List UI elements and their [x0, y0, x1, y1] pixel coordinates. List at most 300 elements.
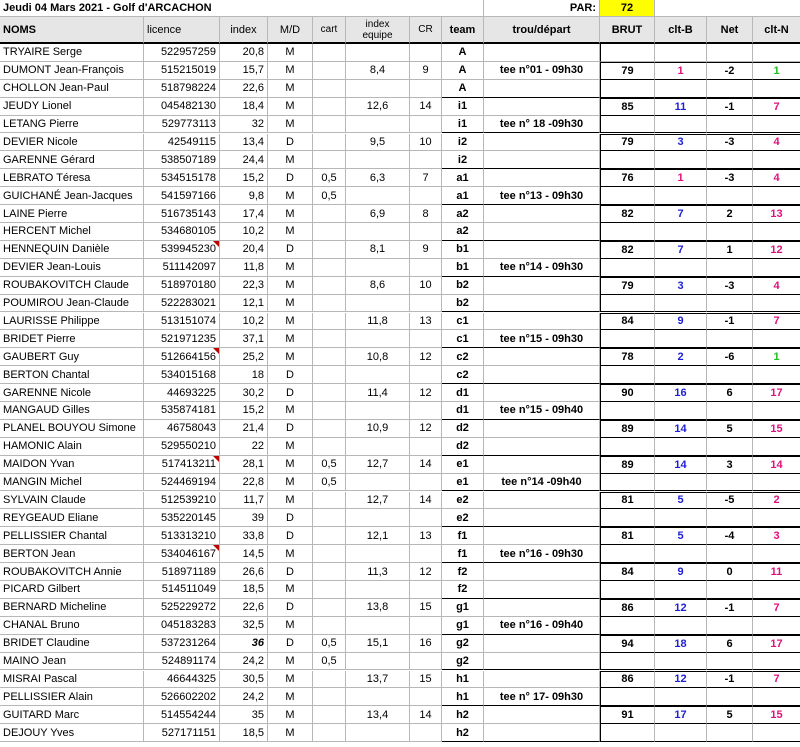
- cell-index-equipe[interactable]: [346, 80, 410, 98]
- cell-net[interactable]: [707, 151, 753, 169]
- cell-cart[interactable]: [313, 98, 346, 116]
- cell-cr[interactable]: [410, 330, 442, 348]
- cell-cart[interactable]: [313, 527, 346, 545]
- cell-index-equipe[interactable]: [346, 402, 410, 420]
- cell-cltn[interactable]: [753, 259, 800, 277]
- cell-tee[interactable]: [484, 456, 600, 474]
- cell-brut[interactable]: 91: [600, 706, 655, 724]
- cell-brut[interactable]: 84: [600, 313, 655, 331]
- cell-licence[interactable]: 512539210: [144, 492, 220, 510]
- cell-brut[interactable]: [600, 151, 655, 169]
- cell-licence[interactable]: 045482130: [144, 98, 220, 116]
- cell-name[interactable]: PLANEL BOUYOU Simone: [0, 420, 144, 438]
- cell-md[interactable]: M: [268, 295, 313, 313]
- cell-team[interactable]: g2: [442, 635, 484, 653]
- cell-cltn[interactable]: [753, 438, 800, 456]
- cell-cart[interactable]: [313, 599, 346, 617]
- cell-index-equipe[interactable]: [346, 116, 410, 134]
- cell-name[interactable]: BRIDET Pierre: [0, 330, 144, 348]
- cell-licence[interactable]: 517413211: [144, 456, 220, 474]
- cell-team[interactable]: h2: [442, 706, 484, 724]
- cell-cr[interactable]: 12: [410, 563, 442, 581]
- cell-licence[interactable]: 537231264: [144, 635, 220, 653]
- cell-brut[interactable]: 94: [600, 635, 655, 653]
- cell-licence[interactable]: 534680105: [144, 223, 220, 241]
- cell-tee[interactable]: tee n°16 - 09h40: [484, 617, 600, 635]
- cell-md[interactable]: M: [268, 151, 313, 169]
- cell-licence[interactable]: 534015168: [144, 366, 220, 384]
- cell-cltn[interactable]: [753, 653, 800, 671]
- cell-cr[interactable]: [410, 295, 442, 313]
- cell-team[interactable]: f2: [442, 563, 484, 581]
- cell-net[interactable]: -4: [707, 527, 753, 545]
- cell-team[interactable]: i1: [442, 116, 484, 134]
- cell-brut[interactable]: 84: [600, 563, 655, 581]
- cell-index[interactable]: 30,2: [220, 384, 268, 402]
- cell-cltn[interactable]: [753, 44, 800, 62]
- cell-cr[interactable]: [410, 44, 442, 62]
- cell-cltb[interactable]: [655, 259, 707, 277]
- cell-cr[interactable]: 9: [410, 241, 442, 259]
- cell-md[interactable]: M: [268, 581, 313, 599]
- cell-licence[interactable]: 525229272: [144, 599, 220, 617]
- cell-index-equipe[interactable]: [346, 295, 410, 313]
- cell-tee[interactable]: [484, 44, 600, 62]
- cell-cltn[interactable]: 15: [753, 706, 800, 724]
- cell-team[interactable]: a2: [442, 205, 484, 223]
- cell-cr[interactable]: 14: [410, 456, 442, 474]
- cell-index-equipe[interactable]: 11,4: [346, 384, 410, 402]
- cell-cart[interactable]: [313, 688, 346, 706]
- cell-cart[interactable]: [313, 205, 346, 223]
- cell-md[interactable]: D: [268, 366, 313, 384]
- cell-md[interactable]: M: [268, 402, 313, 420]
- cell-cr[interactable]: [410, 151, 442, 169]
- cell-cltn[interactable]: [753, 581, 800, 599]
- cell-licence[interactable]: 42549115: [144, 134, 220, 152]
- cell-cart[interactable]: [313, 420, 346, 438]
- cell-name[interactable]: POUMIROU Jean-Claude: [0, 295, 144, 313]
- cell-cltb[interactable]: 1: [655, 169, 707, 187]
- cell-index[interactable]: 28,1: [220, 456, 268, 474]
- cell-cltn[interactable]: [753, 617, 800, 635]
- cell-team[interactable]: b1: [442, 241, 484, 259]
- cell-index[interactable]: 25,2: [220, 348, 268, 366]
- cell-cltb[interactable]: [655, 151, 707, 169]
- cell-cltb[interactable]: 14: [655, 420, 707, 438]
- cell-name[interactable]: CHOLLON Jean-Paul: [0, 80, 144, 98]
- cell-team[interactable]: A: [442, 44, 484, 62]
- cell-brut[interactable]: 82: [600, 205, 655, 223]
- cell-cr[interactable]: 12: [410, 420, 442, 438]
- cell-net[interactable]: -1: [707, 98, 753, 116]
- cell-team[interactable]: a2: [442, 223, 484, 241]
- col-header-md[interactable]: M/D: [268, 17, 313, 44]
- cell-tee[interactable]: [484, 313, 600, 331]
- cell-md[interactable]: M: [268, 98, 313, 116]
- col-header-cltn[interactable]: clt-N: [753, 17, 800, 44]
- cell-name[interactable]: LEBRATO Téresa: [0, 169, 144, 187]
- cell-cltb[interactable]: [655, 545, 707, 563]
- cell-brut[interactable]: [600, 509, 655, 527]
- cell-net[interactable]: [707, 545, 753, 563]
- cell-name[interactable]: PELLISSIER Alain: [0, 688, 144, 706]
- cell-index[interactable]: 24,2: [220, 688, 268, 706]
- par-value[interactable]: 72: [600, 0, 655, 17]
- cell-net[interactable]: [707, 80, 753, 98]
- cell-cltn[interactable]: [753, 402, 800, 420]
- cell-index[interactable]: 18: [220, 366, 268, 384]
- cell-index-equipe[interactable]: [346, 366, 410, 384]
- cell-cltn[interactable]: 7: [753, 599, 800, 617]
- cell-team[interactable]: A: [442, 62, 484, 80]
- cell-cr[interactable]: 9: [410, 62, 442, 80]
- cell-net[interactable]: -1: [707, 599, 753, 617]
- cell-cr[interactable]: [410, 724, 442, 742]
- cell-cltn[interactable]: 4: [753, 169, 800, 187]
- cell-cltb[interactable]: [655, 474, 707, 492]
- cell-index[interactable]: 35: [220, 706, 268, 724]
- cell-index-equipe[interactable]: 8,1: [346, 241, 410, 259]
- cell-tee[interactable]: [484, 492, 600, 510]
- cell-team[interactable]: b1: [442, 259, 484, 277]
- cell-index-equipe[interactable]: [346, 653, 410, 671]
- cell-cart[interactable]: [313, 509, 346, 527]
- cell-cltn[interactable]: [753, 509, 800, 527]
- cell-tee[interactable]: tee n°15 - 09h40: [484, 402, 600, 420]
- cell-md[interactable]: M: [268, 116, 313, 134]
- cell-tee[interactable]: tee n°13 - 09h30: [484, 187, 600, 205]
- cell-index[interactable]: 14,5: [220, 545, 268, 563]
- cell-net[interactable]: 6: [707, 635, 753, 653]
- cell-team[interactable]: h1: [442, 688, 484, 706]
- cell-cr[interactable]: [410, 438, 442, 456]
- cell-net[interactable]: [707, 187, 753, 205]
- cell-brut[interactable]: [600, 366, 655, 384]
- cell-brut[interactable]: [600, 724, 655, 742]
- cell-cr[interactable]: [410, 223, 442, 241]
- cell-net[interactable]: [707, 295, 753, 313]
- cell-md[interactable]: M: [268, 44, 313, 62]
- cell-cr[interactable]: 12: [410, 348, 442, 366]
- cell-net[interactable]: [707, 223, 753, 241]
- cell-cr[interactable]: 7: [410, 169, 442, 187]
- cell-net[interactable]: 6: [707, 384, 753, 402]
- cell-tee[interactable]: [484, 98, 600, 116]
- cell-index-equipe[interactable]: [346, 724, 410, 742]
- cell-brut[interactable]: [600, 187, 655, 205]
- cell-team[interactable]: a1: [442, 187, 484, 205]
- cell-cr[interactable]: [410, 474, 442, 492]
- cell-index[interactable]: 22,6: [220, 80, 268, 98]
- cell-net[interactable]: [707, 402, 753, 420]
- cell-cltb[interactable]: 18: [655, 635, 707, 653]
- cell-tee[interactable]: tee n°01 - 09h30: [484, 62, 600, 80]
- cell-cltn[interactable]: 2: [753, 492, 800, 510]
- cell-licence[interactable]: 524891174: [144, 653, 220, 671]
- cell-name[interactable]: HERCENT Michel: [0, 223, 144, 241]
- cell-licence[interactable]: 518798224: [144, 80, 220, 98]
- cell-licence[interactable]: 538507189: [144, 151, 220, 169]
- cell-cltb[interactable]: [655, 44, 707, 62]
- cell-name[interactable]: JEUDY Lionel: [0, 98, 144, 116]
- cell-index-equipe[interactable]: [346, 223, 410, 241]
- cell-team[interactable]: c1: [442, 330, 484, 348]
- cell-brut[interactable]: [600, 295, 655, 313]
- cell-index-equipe[interactable]: [346, 44, 410, 62]
- cell-index[interactable]: 10,2: [220, 313, 268, 331]
- cell-cltn[interactable]: 11: [753, 563, 800, 581]
- cell-cltb[interactable]: 5: [655, 492, 707, 510]
- cell-brut[interactable]: 85: [600, 98, 655, 116]
- cell-team[interactable]: d2: [442, 420, 484, 438]
- cell-net[interactable]: [707, 259, 753, 277]
- cell-cart[interactable]: [313, 277, 346, 295]
- cell-cr[interactable]: 14: [410, 98, 442, 116]
- cell-index[interactable]: 15,2: [220, 402, 268, 420]
- cell-net[interactable]: [707, 330, 753, 348]
- cell-name[interactable]: MANGAUD Gilles: [0, 402, 144, 420]
- cell-team[interactable]: i2: [442, 151, 484, 169]
- cell-cart[interactable]: 0,5: [313, 169, 346, 187]
- cell-net[interactable]: [707, 724, 753, 742]
- cell-licence[interactable]: 518971189: [144, 563, 220, 581]
- cell-net[interactable]: [707, 438, 753, 456]
- cell-cltb[interactable]: [655, 617, 707, 635]
- cell-md[interactable]: M: [268, 62, 313, 80]
- cell-md[interactable]: M: [268, 724, 313, 742]
- cell-brut[interactable]: [600, 688, 655, 706]
- cell-index[interactable]: 39: [220, 509, 268, 527]
- cell-md[interactable]: M: [268, 671, 313, 689]
- cell-net[interactable]: -1: [707, 671, 753, 689]
- cell-licence[interactable]: 513151074: [144, 313, 220, 331]
- cell-cr[interactable]: 16: [410, 635, 442, 653]
- cell-index[interactable]: 12,1: [220, 295, 268, 313]
- cell-index-equipe[interactable]: 13,4: [346, 706, 410, 724]
- cell-brut[interactable]: 81: [600, 492, 655, 510]
- col-header-brut[interactable]: BRUT: [600, 17, 655, 44]
- cell-tee[interactable]: [484, 295, 600, 313]
- cell-cltb[interactable]: [655, 295, 707, 313]
- cell-brut[interactable]: [600, 44, 655, 62]
- cell-net[interactable]: 3: [707, 456, 753, 474]
- cell-licence[interactable]: 518970180: [144, 277, 220, 295]
- cell-name[interactable]: LETANG Pierre: [0, 116, 144, 134]
- cell-tee[interactable]: [484, 223, 600, 241]
- col-header-cart[interactable]: cart: [313, 17, 346, 44]
- cell-index[interactable]: 32: [220, 116, 268, 134]
- cell-md[interactable]: D: [268, 599, 313, 617]
- cell-md[interactable]: M: [268, 706, 313, 724]
- cell-licence[interactable]: 526602202: [144, 688, 220, 706]
- cell-index-equipe[interactable]: [346, 581, 410, 599]
- col-header-cr[interactable]: CR: [410, 17, 442, 44]
- cell-name[interactable]: BERTON Jean: [0, 545, 144, 563]
- cell-cr[interactable]: 15: [410, 671, 442, 689]
- cell-name[interactable]: GAUBERT Guy: [0, 348, 144, 366]
- cell-cr[interactable]: 13: [410, 527, 442, 545]
- cell-team[interactable]: d1: [442, 402, 484, 420]
- cell-tee[interactable]: [484, 724, 600, 742]
- cell-brut[interactable]: [600, 474, 655, 492]
- cell-index[interactable]: 18,5: [220, 724, 268, 742]
- cell-net[interactable]: [707, 581, 753, 599]
- cell-tee[interactable]: [484, 527, 600, 545]
- cell-index[interactable]: 30,5: [220, 671, 268, 689]
- cell-cltn[interactable]: 4: [753, 134, 800, 152]
- cell-tee[interactable]: tee n° 18 -09h30: [484, 116, 600, 134]
- cell-cart[interactable]: [313, 563, 346, 581]
- cell-cr[interactable]: [410, 187, 442, 205]
- cell-cr[interactable]: 10: [410, 277, 442, 295]
- cell-index[interactable]: 17,4: [220, 205, 268, 223]
- cell-md[interactable]: M: [268, 617, 313, 635]
- cell-index-equipe[interactable]: 8,4: [346, 62, 410, 80]
- cell-cart[interactable]: [313, 223, 346, 241]
- cell-md[interactable]: D: [268, 527, 313, 545]
- cell-cr[interactable]: [410, 617, 442, 635]
- cell-brut[interactable]: 79: [600, 62, 655, 80]
- sheet-title[interactable]: Jeudi 04 Mars 2021 - Golf d'ARCACHON: [0, 0, 484, 17]
- cell-net[interactable]: -3: [707, 277, 753, 295]
- cell-licence[interactable]: 529773113: [144, 116, 220, 134]
- cell-brut[interactable]: [600, 116, 655, 134]
- cell-tee[interactable]: [484, 80, 600, 98]
- cell-md[interactable]: M: [268, 187, 313, 205]
- cell-index[interactable]: 22,3: [220, 277, 268, 295]
- cell-md[interactable]: D: [268, 509, 313, 527]
- cell-index[interactable]: 18,5: [220, 581, 268, 599]
- cell-cltn[interactable]: [753, 366, 800, 384]
- cell-tee[interactable]: tee n°14 - 09h30: [484, 259, 600, 277]
- cell-name[interactable]: HAMONIC Alain: [0, 438, 144, 456]
- cell-name[interactable]: MAIDON Yvan: [0, 456, 144, 474]
- cell-cltb[interactable]: [655, 330, 707, 348]
- cell-licence[interactable]: 511142097: [144, 259, 220, 277]
- cell-index[interactable]: 9,8: [220, 187, 268, 205]
- cell-licence[interactable]: 513313210: [144, 527, 220, 545]
- cell-team[interactable]: e2: [442, 509, 484, 527]
- cell-cltb[interactable]: 17: [655, 706, 707, 724]
- cell-tee[interactable]: [484, 134, 600, 152]
- cell-net[interactable]: -3: [707, 169, 753, 187]
- cell-index[interactable]: 22: [220, 438, 268, 456]
- cell-md[interactable]: D: [268, 384, 313, 402]
- cell-team[interactable]: b2: [442, 277, 484, 295]
- cell-name[interactable]: PICARD Gilbert: [0, 581, 144, 599]
- cell-cltn[interactable]: [753, 187, 800, 205]
- cell-team[interactable]: h2: [442, 724, 484, 742]
- cell-licence[interactable]: 539945230: [144, 241, 220, 259]
- cell-licence[interactable]: 514554244: [144, 706, 220, 724]
- cell-index-equipe[interactable]: 12,6: [346, 98, 410, 116]
- cell-md[interactable]: M: [268, 313, 313, 331]
- cell-index[interactable]: 22,8: [220, 474, 268, 492]
- cell-index-equipe[interactable]: [346, 617, 410, 635]
- cell-team[interactable]: a1: [442, 169, 484, 187]
- cell-cart[interactable]: [313, 151, 346, 169]
- col-header-licence[interactable]: licence: [144, 17, 220, 44]
- cell-cart[interactable]: [313, 438, 346, 456]
- cell-md[interactable]: M: [268, 330, 313, 348]
- cell-name[interactable]: GARENNE Nicole: [0, 384, 144, 402]
- cell-tee[interactable]: [484, 151, 600, 169]
- cell-licence[interactable]: 527171151: [144, 724, 220, 742]
- col-header-cltb[interactable]: clt-B: [655, 17, 707, 44]
- cell-md[interactable]: M: [268, 277, 313, 295]
- cell-licence[interactable]: 514511049: [144, 581, 220, 599]
- cell-tee[interactable]: [484, 599, 600, 617]
- cell-cart[interactable]: 0,5: [313, 474, 346, 492]
- cell-index-equipe[interactable]: 12,7: [346, 492, 410, 510]
- cell-cltb[interactable]: [655, 581, 707, 599]
- cell-index-equipe[interactable]: 8,6: [346, 277, 410, 295]
- cell-index-equipe[interactable]: [346, 330, 410, 348]
- cell-brut[interactable]: [600, 402, 655, 420]
- cell-name[interactable]: GUITARD Marc: [0, 706, 144, 724]
- cell-index[interactable]: 20,4: [220, 241, 268, 259]
- cell-cltn[interactable]: 7: [753, 671, 800, 689]
- cell-net[interactable]: 2: [707, 205, 753, 223]
- cell-tee[interactable]: [484, 241, 600, 259]
- cell-cr[interactable]: [410, 509, 442, 527]
- col-header-net[interactable]: Net: [707, 17, 753, 44]
- cell-team[interactable]: d2: [442, 438, 484, 456]
- cell-cart[interactable]: [313, 44, 346, 62]
- cell-cart[interactable]: [313, 116, 346, 134]
- cell-index-equipe[interactable]: 13,7: [346, 671, 410, 689]
- cell-index[interactable]: 37,1: [220, 330, 268, 348]
- cell-team[interactable]: b2: [442, 295, 484, 313]
- cell-cr[interactable]: [410, 581, 442, 599]
- cell-brut[interactable]: 89: [600, 420, 655, 438]
- cell-net[interactable]: -2: [707, 62, 753, 80]
- cell-index[interactable]: 26,6: [220, 563, 268, 581]
- cell-md[interactable]: M: [268, 474, 313, 492]
- cell-tee[interactable]: [484, 635, 600, 653]
- cell-md[interactable]: D: [268, 563, 313, 581]
- cell-index[interactable]: 11,8: [220, 259, 268, 277]
- cell-md[interactable]: D: [268, 241, 313, 259]
- cell-brut[interactable]: [600, 259, 655, 277]
- cell-team[interactable]: i1: [442, 98, 484, 116]
- cell-cr[interactable]: [410, 545, 442, 563]
- cell-cltb[interactable]: [655, 688, 707, 706]
- cell-cart[interactable]: [313, 671, 346, 689]
- cell-cart[interactable]: 0,5: [313, 635, 346, 653]
- cell-cltn[interactable]: 17: [753, 384, 800, 402]
- cell-name[interactable]: REYGEAUD Eliane: [0, 509, 144, 527]
- cell-team[interactable]: e1: [442, 474, 484, 492]
- cell-cart[interactable]: [313, 295, 346, 313]
- cell-tee[interactable]: [484, 384, 600, 402]
- cell-name[interactable]: DUMONT Jean-François: [0, 62, 144, 80]
- cell-cltb[interactable]: 3: [655, 277, 707, 295]
- cell-md[interactable]: D: [268, 134, 313, 152]
- cell-index[interactable]: 10,2: [220, 223, 268, 241]
- cell-name[interactable]: DEVIER Nicole: [0, 134, 144, 152]
- col-header-index-equipe[interactable]: index equipe: [346, 17, 410, 44]
- cell-cltb[interactable]: [655, 653, 707, 671]
- cell-name[interactable]: BERTON Chantal: [0, 366, 144, 384]
- cell-index[interactable]: 13,4: [220, 134, 268, 152]
- cell-md[interactable]: M: [268, 223, 313, 241]
- cell-brut[interactable]: [600, 330, 655, 348]
- cell-cart[interactable]: [313, 617, 346, 635]
- cell-tee[interactable]: [484, 671, 600, 689]
- cell-name[interactable]: GUICHANÉ Jean-Jacques: [0, 187, 144, 205]
